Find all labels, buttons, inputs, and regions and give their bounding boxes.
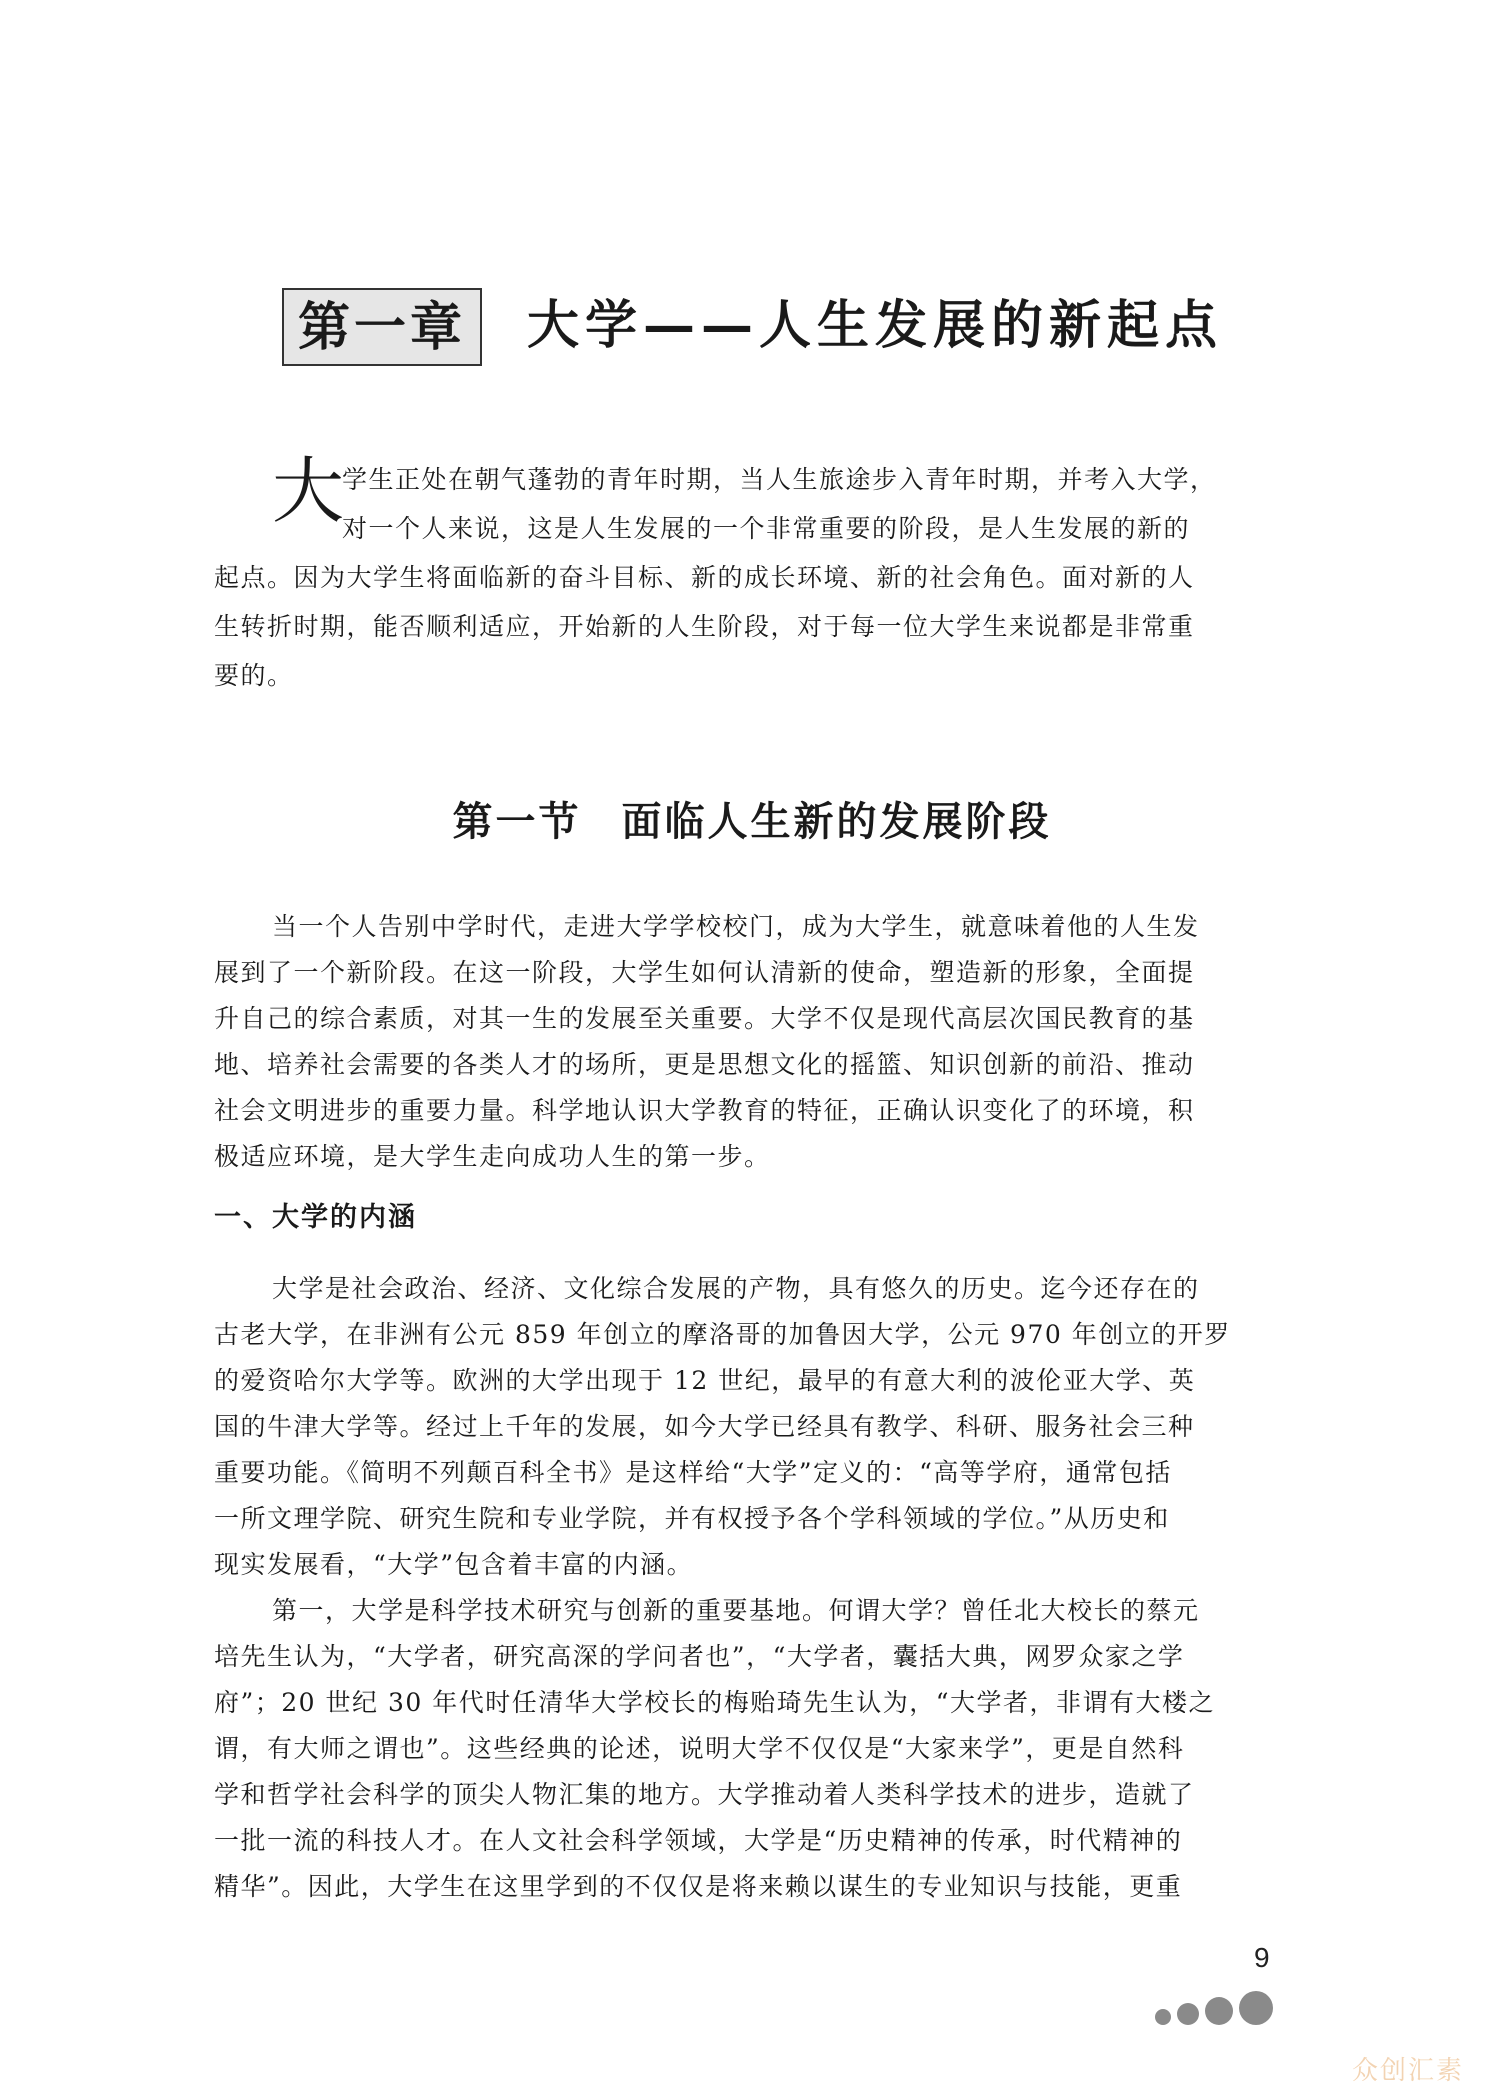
- text-line: 一批一流的科技人才。在人文社会科学领域，大学是“历史精神的传承，时代精神的: [214, 1826, 1183, 1855]
- text-line: 当一个人告别中学时代，走进大学学校校门，成为大学生，就意味着他的人生发: [272, 912, 1200, 941]
- section-number: 第一节: [452, 798, 582, 845]
- text-line: 极适应环境，是大学生走向成功人生的第一步。: [214, 1142, 771, 1171]
- text-line: 谓，有大师之谓也”。这些经典的论述，说明大学不仅仅是“大家来学”，更是自然科: [214, 1734, 1185, 1763]
- chapter-label: 第一章: [282, 288, 482, 366]
- dot-icon: [1155, 2009, 1171, 2025]
- intro-line: 起点。因为大学生将面临新的奋斗目标、新的成长环境、新的社会角色。面对新的人: [214, 563, 1195, 592]
- decorative-dots: [1155, 1987, 1295, 2027]
- intro-line: 生转折时期，能否顺利适应，开始新的人生阶段，对于每一位大学生来说都是非常重: [214, 612, 1195, 641]
- section-intro-paragraph: [214, 904, 1290, 1180]
- text-line: 地、培养社会需要的各类人才的场所，更是思想文化的摇篮、知识创新的前沿、推动: [214, 1050, 1195, 1079]
- text-line: 的爱资哈尔大学等。欧洲的大学出现于 12 世纪，最早的有意大利的波伦亚大学、英: [214, 1366, 1196, 1395]
- text-line: 升自己的综合素质，对其一生的发展至关重要。大学不仅是现代高层次国民教育的基: [214, 1004, 1195, 1033]
- text-line: 古老大学，在非洲有公元 859 年创立的摩洛哥的加鲁因大学，公元 970 年创立的开罗: [214, 1320, 1231, 1349]
- chapter-intro: [214, 449, 1290, 700]
- text-line: 重要功能。《简明不列颠百科全书》是这样给“大学”定义的：“高等学府，通常包括: [214, 1458, 1172, 1487]
- dot-icon: [1239, 1991, 1273, 2025]
- text-line: 大学是社会政治、经济、文化综合发展的产物，具有悠久的历史。迄今还存在的: [272, 1274, 1200, 1303]
- page-number: 9: [1254, 1942, 1270, 1973]
- text-line: 学和哲学社会科学的顶尖人物汇集的地方。大学推动着人类科学技术的进步，造就了: [214, 1780, 1195, 1809]
- chapter-title: 大学——人生发展的新起点: [527, 295, 1224, 356]
- text-line: 国的牛津大学等。经过上千年的发展，如今大学已经具有教学、科研、服务社会三种: [214, 1412, 1195, 1441]
- subheading: 一、大学的内涵: [214, 1202, 417, 1233]
- text-line: 第一，大学是科学技术研究与创新的重要基地。何谓大学？曾任北大校长的蔡元: [272, 1596, 1200, 1625]
- intro-line: 对一个人来说，这是人生发展的一个非常重要的阶段，是人生发展的新的: [342, 514, 1191, 543]
- first-point-paragraph: [214, 1588, 1290, 1910]
- intro-line: 要的。: [214, 661, 294, 690]
- text-line: 现实发展看，“大学”包含着丰富的内涵。: [214, 1550, 694, 1579]
- text-line: 精华”。因此，大学生在这里学到的不仅仅是将来赖以谋生的专业知识与技能，更重: [214, 1872, 1183, 1901]
- definition-paragraph: [214, 1266, 1290, 1588]
- dot-icon: [1177, 2003, 1199, 2025]
- text-line: 府”；20 世纪 30 年代时任清华大学校长的梅贻琦先生认为，“大学者，非谓有大楼之: [214, 1688, 1216, 1717]
- section-heading: [0, 790, 1504, 847]
- intro-line: 学生正处在朝气蓬勃的青年时期，当人生旅途步入青年时期，并考入大学，: [342, 465, 1217, 494]
- watermark: 众创汇素: [1352, 2056, 1465, 2086]
- text-line: 一所文理学院、研究生院和专业学院，并有权授予各个学科领域的学位。”从历史和: [214, 1504, 1170, 1533]
- text-line: 社会文明进步的重要力量。科学地认识大学教育的特征，正确认识变化了的环境，积: [214, 1096, 1195, 1125]
- dot-icon: [1205, 1997, 1233, 2025]
- text-line: 培先生认为，“大学者，研究高深的学问者也”，“大学者，囊括大典，网罗众家之学: [214, 1642, 1185, 1671]
- section-title: 面临人生新的发展阶段: [621, 798, 1052, 845]
- chapter-header: [282, 288, 1242, 370]
- text-line: 展到了一个新阶段。在这一阶段，大学生如何认清新的使命，塑造新的形象，全面提: [214, 958, 1195, 987]
- drop-cap: 大: [272, 449, 345, 533]
